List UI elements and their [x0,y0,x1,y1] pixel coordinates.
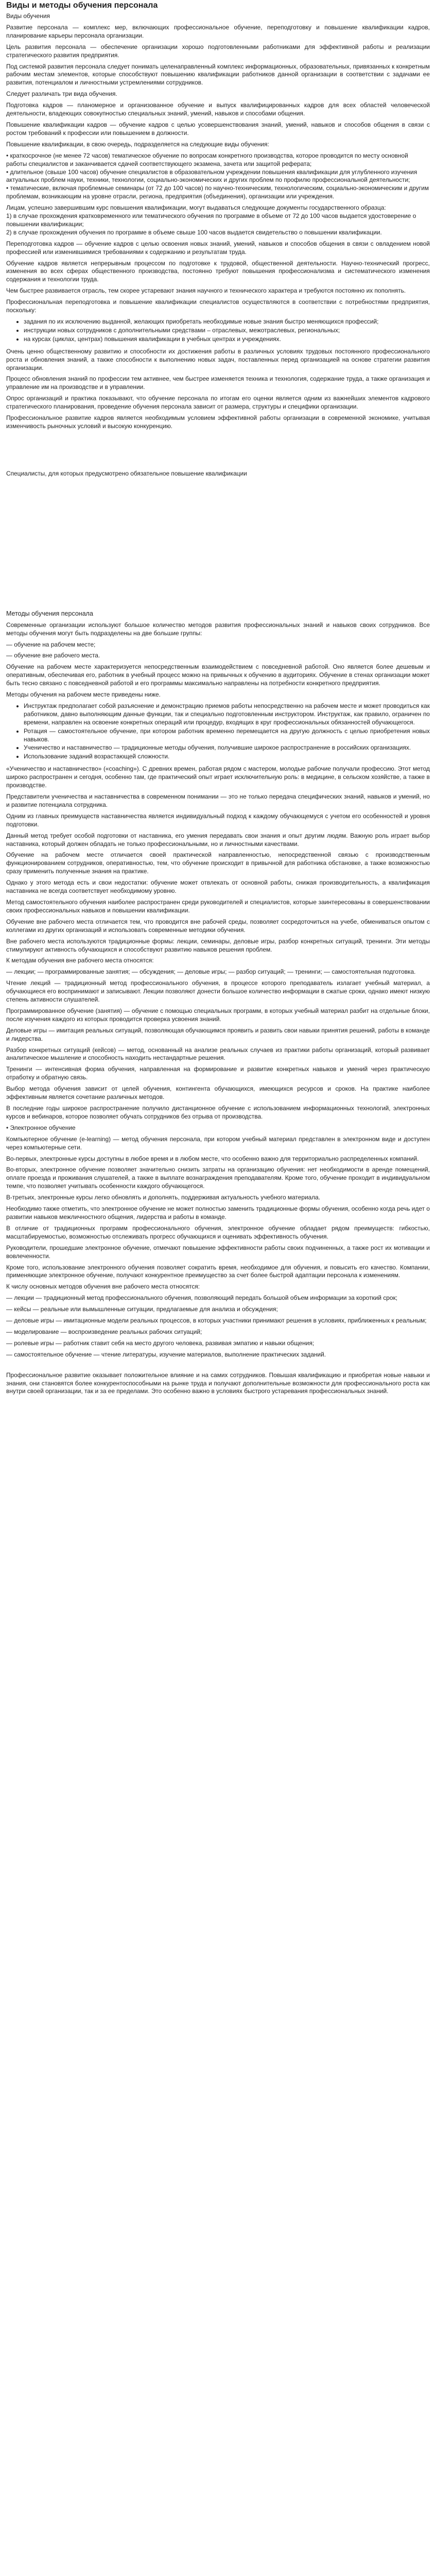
list-item: • задания по их исключению выданной, желающих приобретать необходимые новые знания быстро меняющихся профессий; [24,318,430,326]
paragraph: Переподготовка кадров — обучение кадров с целью освоения новых знаний, умений, навыков и способов общения в связи с овладением новой профессией или изменившимися требованиями к содержанию и результатам труда. [6,240,430,256]
paragraph: Обучение на рабочем месте характеризуется непосредственным взаимодействием с повседневной работой. Оно является более дешевым и оперативным, обеспечивая его, работник в учебный процесс можно на привычных к обучению в аудиториях. Обучение в стенах организации может быть тесно связано с повседневной работой и его программы максимально направлены на потребности конкретного предприятия. [6,663,430,687]
paragraph: В-третьих, электронные курсы легко обновлять и дополнять, поддерживая актуальность учебного материала. [6,1194,321,1201]
paragraph: Разбор конкретных ситуаций (кейсов) — метод, основанный на анализе реальных случаев из практики работы организаций, который развивает аналитическое мышление и способность находить нестандартные решения. [6,1046,430,1062]
paragraph: Методы обучения на рабочем месте приведены ниже. [6,691,161,699]
paragraph: В последние годы широкое распространение получило дистанционное обучение с использованием информационных технологий, электронных курсов и вебинаров, которое позволяет обучать сотрудников без отрыва от производства. [6,1105,430,1120]
paragraph: Руководители, прошедшие электронное обучение, отмечают повышение эффективности работы своих подчиненных, а также рост их мотивации и вовлеченности. [6,1244,430,1260]
paragraph: Кроме того, использование электронного обучения позволяет сократить время, необходимое для обучения, и повысить его качество. Компании, применяющие электронное обучение, получают конкурентное преимущество за счет более быстрой адаптации персонала к изменениям. [6,1263,430,1279]
paragraph: Опрос организаций и практика показывают, что обучение персонала по итогам его оценки является одним из важнейших элементов кадрового стратегического планирования, проведение обучения персонала зависит от размера, структуры и специфики организации. [6,395,430,411]
page-title: Виды и методы обучения персонала [6,1,158,10]
paragraph: Профессиональное развитие оказывает положительное влияние и на самих сотрудников. Повышая квалификацию и приобретая новые навыки и знания, они становятся более конкурентоспособными на рынке труда и получают дополнительные возможности для профессионального роста как внутри своей организации, так и за ее пределами. Это особенно важно в условиях быстрого устаревания профессиональных знаний. [6,1371,430,1395]
paragraph: Деловые игры — имитация реальных ситуаций, позволяющая обучающимся проявить и развить свои навыки принятия решений, работы в команде и лидерства. [6,1026,430,1042]
paragraph: Компьютерное обучение (e-learning) — метод обучения персонала, при котором учебный материал представлен в электронном виде и доступен через компьютерные сети. [6,1135,430,1151]
list-item: • Ротация — самостоятельное обучение, при котором работник временно перемещается на другую должность с целью приобретения новых навыков. [24,727,430,744]
paragraph: Во-вторых, электронное обучение позволяет значительно снизить затраты на организацию обучения: нет необходимости в аренде помещений, оплате проезда и проживания слушателей, а также в выплате вознаграждения преподавателям. Кроме того, обучение проходит в индивидуальном темпе, что позволяет учитывать особенности каждого обучающегося. [6,1166,430,1190]
paragraph: — обучение на рабочем месте; [6,640,96,648]
paragraph: — ролевые игры — работник ставит себя на место другого человека, развивая эмпатию и навыки общения; [6,1339,315,1347]
paragraph: Подготовка кадров — планомерное и организованное обучение и выпуск квалифицированных кадров для всех областей человеческой деятельности, владеющих совокупностью специальных знаний, умений, навыков и способами общения. [6,101,430,117]
paragraph: Повышение квалификации кадров — обучение кадров с целью усовершенствования знаний, умений, навыков и способов общения в связи с ростом требований к профессии или повышением в должности. [6,121,430,137]
bullet-list [6,318,430,344]
paragraph: — лекции — традиционный метод профессионального обучения, позволяющий передать большой объем информации за короткий срок; [6,1294,398,1302]
paragraph: Виды обучения [6,12,50,20]
paragraph: Во-первых, электронные курсы доступны в любое время и в любом месте, что особенно важно для территориально распределенных компаний. [6,1155,419,1162]
paragraph: Выбор метода обучения зависит от целей обучения, контингента обучающихся, имеющихся ресурсов и сроков. На практике наиболее эффективным является сочетание различных методов. [6,1085,430,1101]
paragraph: Под системой развития персонала следует понимать целенаправленный комплекс информационных, образовательных, привязанных к конкретным рабочим местам элементов, которые способствуют повышению квалификации работников данной организации в соответствии с задачами ее развития, потенциалом и личностными устремлениями сотрудников. [6,62,430,87]
paragraph: Развитие персонала — комплекс мер, включающих профессиональное обучение, переподготовку и повышение квалификации кадров, планирование карьеры персонала организации. [6,23,430,39]
paragraph: Обучение вне рабочего места отличается тем, что проводится вне рабочей среды, позволяет сосредоточиться на учебе, обмениваться опытом с коллегами из других организаций и использовать современные методики обучения. [6,918,430,934]
paragraph: — лекции; — программированные занятия; — обсуждения; — деловые игры; — разбор ситуаций; — тренинги; — самостоятельная подготовка. [6,968,416,976]
paragraph: — кейсы — реальные или вымышленные ситуации, предлагаемые для анализа и обсуждения; [6,1306,278,1313]
paragraph: Профессиональная переподготовка и повышение квалификации специалистов осуществляются в соответствии с потребностями предприятия, поскольку: [6,298,430,314]
paragraph: — деловые игры — имитационные модели реальных процессов, в которых участники принимают решения в условиях, приближенных к реальным; [6,1317,427,1325]
paragraph: • Электронное обучение [6,1124,76,1131]
list-item: • инструкции новых сотрудников с дополнительными средствами – отраслевых, межотраслевых, региональных; [24,327,430,335]
paragraph: Однако у этого метода есть и свои недостатки: обучение может отвлекать от основной работы, снижая производительность, а квалификация наставника не всегда соответствует необходимому уровню. [6,879,430,895]
paragraph-list: Лицам, успешно завершившим курс повышения квалификации, могут выдаваться следующие документы государственного образца: 1) в случае прохождения кратковременного или тематического обучения по программе в объеме от 72 до 100 часов выдается удостоверение о повышении квалификации; 2) в случае прохождения обучения по программе в объеме свыше 100 часов выдается свидетельство о повышении квалификации. [6,204,416,236]
section-methods [6,610,430,1396]
paragraph: Процесс обновления знаний по профессии тем активнее, чем быстрее изменяется техника и технология, содержание труда, а также организация и управление им на производстве и в управлении. [6,375,430,391]
paragraph: В отличие от традиционных программ профессионального обучения, электронное обучение обладает рядом преимуществ: гибкостью, масштабируемостью, возможностью отслеживать прогресс обучающихся и оценивать эффективность обучения. [6,1224,430,1240]
paragraph: «Ученичество и наставничество» («coaching»). С древних времен, работая рядом с мастером, молодые рабочие получали профессию. Этот метод широко распространен и сегодня, особенно там, где практический опыт играет исключительную роль: в медицине, в сельском хозяйстве, а также в производстве. [6,765,430,789]
paragraph: Вне рабочего места используются традиционные формы: лекции, семинары, деловые игры, разбор конкретных ситуаций, тренинги. Эти методы стимулируют активность обучающихся и способствуют развитию навыков решения проблем. [6,937,430,953]
paragraph: Современные организации используют большое количество методов развития профессиональных знаний и навыков своих сотрудников. Все методы обучения могут быть подразделены на две большие группы: [6,621,430,637]
paragraph: Необходимо также отметить, что электронное обучение не может полностью заменить традиционные формы обучения, особенно когда речь идет о развитии навыков межличностного общения, лидерства и работы в команде. [6,1205,430,1221]
list-item: • Использование заданий возрастающей сложности. [24,753,430,761]
list-item: • Инструктаж предполагает собой разъяснение и демонстрацию приемов работы непосредственно на рабочем месте и может проводиться как работником, давно выполняющим данные функции, так и специально подготовленным инструктором. Инструктаж, как правило, ограничен по времени, направлен на освоение конкретных операций или процедур, входящих в круг профессиональных обязанностей обучающегося. [24,702,430,727]
paragraph: Программированное обучение (занятия) — обучение с помощью специальных программ, в которых учебный материал разбит на отдельные блоки, после изучения каждого из которых проводится проверка усвоения знаний. [6,1007,430,1023]
paragraph: Цель развития персонала — обеспечение организации хорошо подготовленными работниками для эффективной работы и реализации стратегического развития предприятия. [6,43,430,59]
section-heading: Методы обучения персонала [6,609,93,617]
paragraph: Обучение на рабочем месте отличается своей практической направленностью, непосредственной связью с производственным функционированием сотрудников, оперативностью, тем, что обучение происходит в привычной для работника обстановке, а также возможностью сразу применить полученные знания на практике. [6,851,430,875]
paragraph: Очень ценно общественному развитию и способности их достижения работы в различных условиях трудовых постоянного профессионального роста и обновления знаний, а также способности к выполнению новых задач, поставленных перед организацией на основе стратегии развития организации. [6,347,430,371]
list-item: • на курсах (циклах, центрах) повышения квалификации в учебных центрах и учреждениях. [24,335,430,344]
paragraph: Данный метод требует особой подготовки от наставника, его умения передавать свои знания и опыт другим людям. Важную роль играет выбор наставника, который должен обладать не только профессиональными, но и личностными качествами. [6,832,430,848]
paragraph: Обучение кадров является непрерывным процессом по подготовке к трудовой, общественной деятельности. Научно-технический прогресс, изменения во всех сферах общественного производства, постоянно требуют повышения профессионализма и систематического изменения содержания и технологии труда. [6,259,430,283]
spacer [6,481,430,603]
paragraph: К методам обучения вне рабочего места относятся: [6,957,154,964]
paragraph: Повышение квалификации, в свою очередь, подразделяется на следующие виды обучения: [6,140,269,148]
paragraph: Тренинги — интенсивная форма обучения, направленная на формирование и развитие конкретных навыков и умений через практическую отработку и обратную связь. [6,1065,430,1081]
section-types [6,12,430,478]
bullet-list [6,702,430,761]
paragraph: — моделирование — воспроизведение реальных рабочих ситуаций; [6,1328,202,1335]
paragraph: — обучение вне рабочего места. [6,652,100,659]
spacer [6,1362,430,1371]
paragraph: Одним из главных преимуществ наставничества является индивидуальный подход к каждому обучающемуся с учетом его особенностей и уровня подготовки. [6,812,430,828]
paragraph: — самостоятельное обучение — чтение литературы, изучение материалов, выполнение практических заданий. [6,1350,326,1358]
paragraph: Представители ученичества и наставничества в современном понимании — это не только передача специфических знаний, навыков и умений, но и развитие потенциала сотрудника. [6,793,430,808]
paragraph-list: • краткосрочное (не менее 72 часов) тематическое обучение по вопросам конкретного производства, которое проводится по месту основной работы специалистов и заканчивается сдачей соответствующего экзамена, зачета или защитой реферата; • длительное (свыше 100 часов) обучение специалистов в образовательном учреждении повышения квалификации для углубленного изучения актуальных проблем науки, техники, технологии, социально-экономических и других проблем по профилю профессиональной деятельности; • тематические, включая проблемные семинары (от 72 до 100 часов) по научно-техническим, технологическим, социально-экономическим и другим проблемам, возникающим на уровне отрасли, региона, предприятия (объединения), организации или учреждения. [6,151,429,200]
paragraph: Следует различать три вида обучения. [6,90,117,98]
list-item: • Ученичество и наставничество — традиционные методы обучения, получившие широкое распространение в российских организациях. [24,744,430,752]
paragraph: Чтение лекций — традиционный метод профессионального обучения, в процессе которого преподаватель излагает учебный материал, а обучающиеся его воспринимают и записывают. Лекции позволяют донести большое количество информации в сжатые сроки, однако имеют низкую степень активности слушателей. [6,979,430,1004]
spacer [6,434,430,470]
paragraph: Специалисты, для которых предусмотрено обязательное повышение квалификации [6,469,247,477]
paragraph: Чем быстрее развивается отрасль, тем скорее устаревают знания научного и технического характера и требуются постоянно их пополнять. [6,287,406,295]
paragraph: Профессиональное развитие кадров является необходимым условием эффективной работы организации в современной экономике, учитывая изменчивость рыночных условий и высокую конкуренцию. [6,414,430,430]
paragraph: Метод самостоятельного обучения наиболее распространен среди руководителей и специалистов, которые заинтересованы в совершенствовании своих профессиональных навыков и повышении квалификации. [6,898,430,914]
paragraph: К числу основных методов обучения вне рабочего места относятся: [6,1283,200,1291]
